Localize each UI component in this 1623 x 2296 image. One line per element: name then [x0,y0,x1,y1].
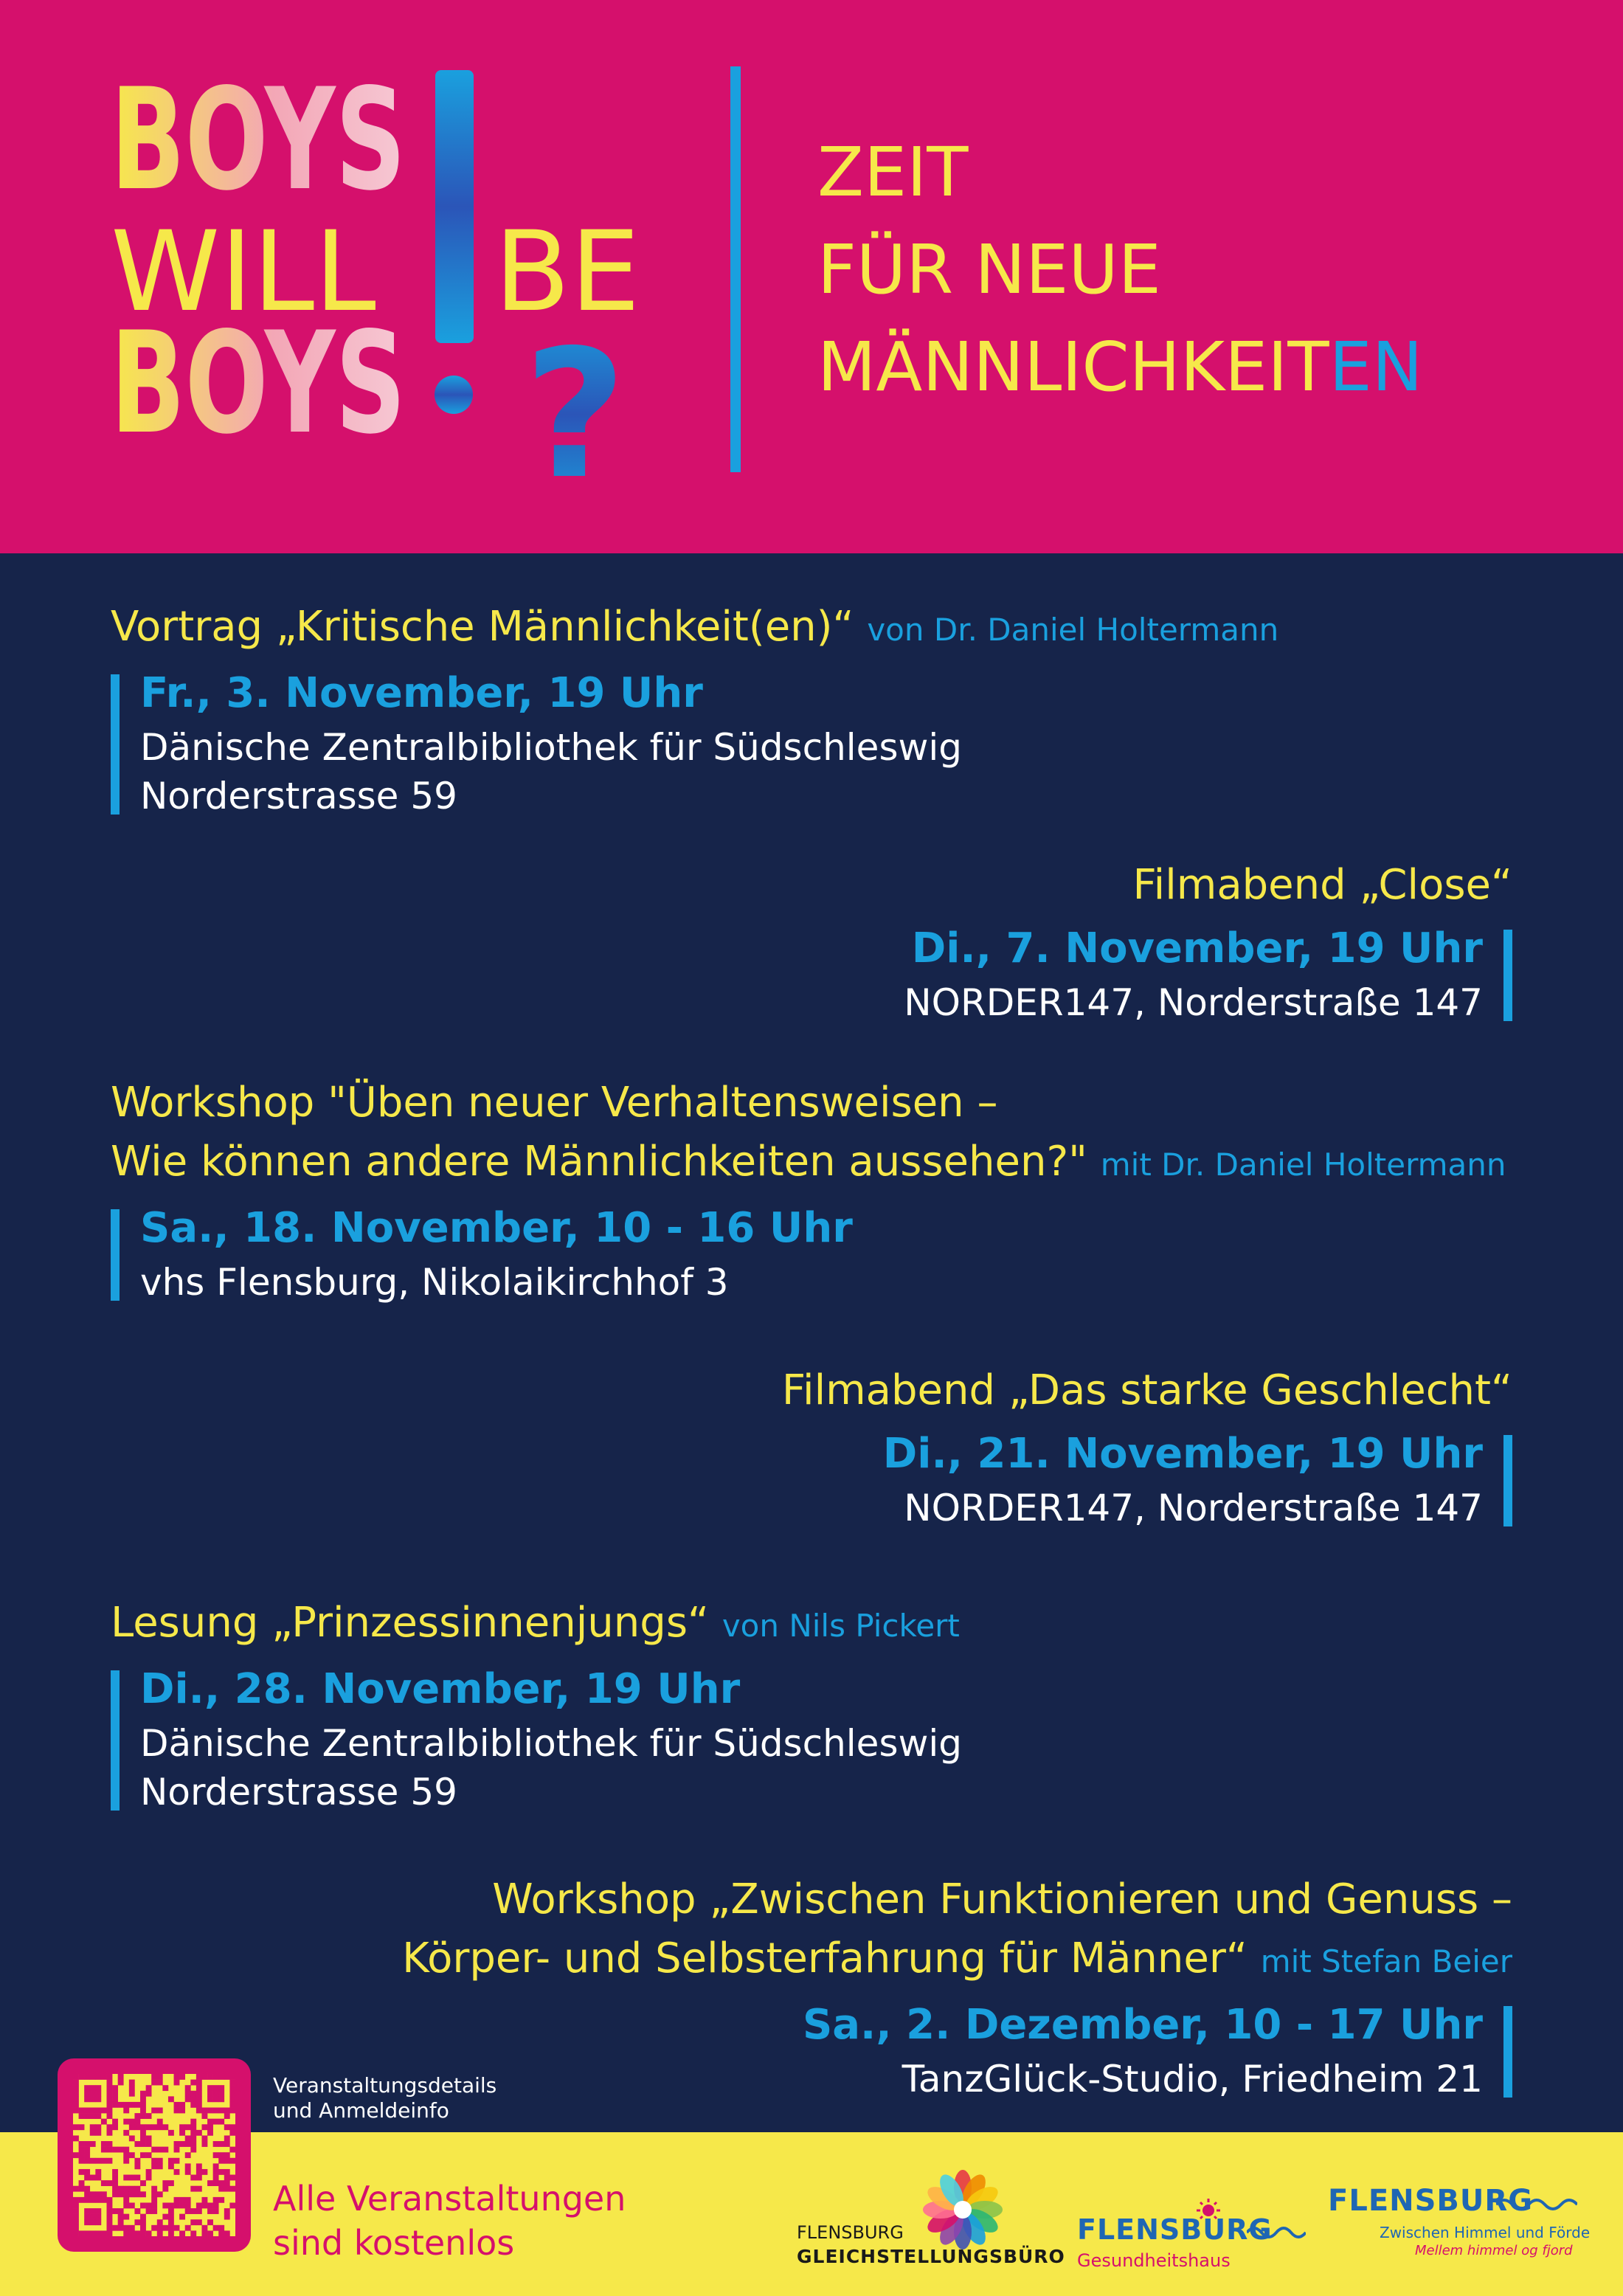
city-slogan-danish: Mellem himmel og fjord [1415,2243,1573,2258]
wave-icon [1496,2194,1577,2213]
accent-bar [111,1209,120,1301]
event-details [111,1660,962,1816]
tagline-line-3-main: MÄNNLICHKEIT [817,328,1329,407]
event-title [111,1073,1506,1194]
event-title-line: Wie können andere Männlichkeiten aussehen?" [111,1138,1087,1186]
event-details [402,1996,1512,2103]
free-admission-note [273,2176,626,2265]
event-date: Sa., 2. Dezember, 10 - 17 Uhr [802,2001,1483,2049]
event-title-line-2 [111,1133,1506,1194]
tagline-accent: EN [1329,328,1423,407]
gleich-name: GLEICHSTELLUNGSBÜRO [797,2246,1065,2267]
event-filmabend-close [904,856,1512,1027]
qr-code-frame[interactable] [58,2058,251,2252]
flensburg-city-logo [1328,2184,1593,2272]
event-venue-line: Dänische Zentralbibliothek für Südschleswig [140,726,963,769]
details-note-line: Veranstaltungsdetails [273,2073,497,2098]
event-venue-line: NORDER147, Norderstraße 147 [904,981,1483,1024]
event-title [904,856,1512,915]
city-slogan: Zwischen Himmel und Förde [1380,2224,1591,2241]
event-venue-line: NORDER147, Norderstraße 147 [904,1487,1483,1529]
event-title-line: Lesung „Prinzessinnenjungs“ [111,1599,710,1647]
event-host: von Dr. Daniel Holtermann [867,612,1279,648]
wave-icon [1247,2224,1306,2241]
city-name: FLENSBURG [1328,2184,1534,2218]
logo-question-mark: ? [524,311,627,518]
event-date: Sa., 18. November, 10 - 16 Uhr [140,1204,853,1252]
event-host: von Nils Pickert [721,1608,960,1644]
event-title-line: Filmabend „Close“ [1132,861,1512,909]
logo-word-boys-top: BOYS [111,63,406,221]
logo-word-boys-bottom: BOYS [111,302,406,465]
event-vortrag [111,598,1278,820]
event-details [904,919,1512,1027]
event-details [782,1425,1512,1532]
event-title [782,1361,1512,1420]
tagline-line-2: FÜR NEUE [817,230,1161,309]
accent-bar [111,1670,120,1811]
event-venue-line: Norderstrasse 59 [140,1771,457,1813]
event-details [111,664,1278,820]
poster-header [0,0,1623,553]
free-admission-line: Alle Veranstaltungen [273,2179,626,2219]
accent-bar [111,674,120,815]
event-venue-line: TanzGlück-Studio, Friedheim 21 [902,2058,1483,2100]
header-divider [730,66,741,472]
event-filmabend-geschlecht [782,1361,1512,1532]
event-title-line-2 [402,1929,1512,1991]
accent-bar [1503,930,1512,1021]
event-date: Di., 21. November, 19 Uhr [882,1430,1483,1478]
event-workshop-genuss [402,1870,1512,2103]
gleich-city: FLENSBURG [797,2222,904,2243]
logo-word-will: WILL [111,208,376,336]
event-title-line: Filmabend „Das starke Geschlecht“ [781,1366,1512,1414]
event-title [111,598,1278,660]
tagline-line-1: ZEIT [817,133,969,212]
accent-bar [1503,1435,1512,1526]
event-details [111,1199,1506,1307]
details-note-line: und Anmeldeinfo [273,2098,449,2123]
health-sub: Gesundheitshaus [1077,2250,1231,2271]
event-workshop-verhaltensweisen [111,1073,1506,1307]
logo-word-be: BE [494,208,640,336]
event-date: Fr., 3. November, 19 Uhr [140,669,703,717]
tagline-line-3 [817,319,1423,416]
event-venue-line: Dänische Zentralbibliothek für Südschleswig [140,1722,963,1765]
gleichstellungsbuero-logo [797,2169,1065,2280]
event-title [111,1594,962,1656]
free-admission-line: sind kostenlos [273,2223,515,2263]
tagline [817,124,1423,416]
event-lesung [111,1594,962,1816]
flower-icon [922,2169,1003,2250]
details-note [273,2073,496,2123]
event-host: mit Stefan Beier [1260,1943,1512,1979]
gesundheitshaus-logo [1077,2191,1313,2272]
event-title-line: Workshop „Zwischen Funktionieren und Genuss – [492,1875,1512,1923]
boys-will-be-boys-logo [111,63,657,520]
event-venue-line: Norderstrasse 59 [140,775,457,817]
event-date: Di., 7. November, 19 Uhr [911,924,1483,972]
event-date: Di., 28. November, 19 Uhr [140,1665,741,1713]
event-title-line: Körper- und Selbsterfahrung für Männer“ [402,1934,1247,1982]
health-city: FLENSBURG [1077,2213,1273,2246]
event-title-line: Vortrag „Kritische Männlichkeit(en)“ [111,603,854,651]
event-title-line: Workshop "Üben neuer Verhaltensweisen – [111,1079,998,1127]
accent-bar [1503,2006,1512,2098]
event-title [402,1870,1512,1991]
event-host: mit Dr. Daniel Holtermann [1100,1147,1506,1183]
event-venue-line: vhs Flensburg, Nikolaikirchhof 3 [140,1261,729,1304]
qr-code-icon[interactable] [73,2074,235,2236]
